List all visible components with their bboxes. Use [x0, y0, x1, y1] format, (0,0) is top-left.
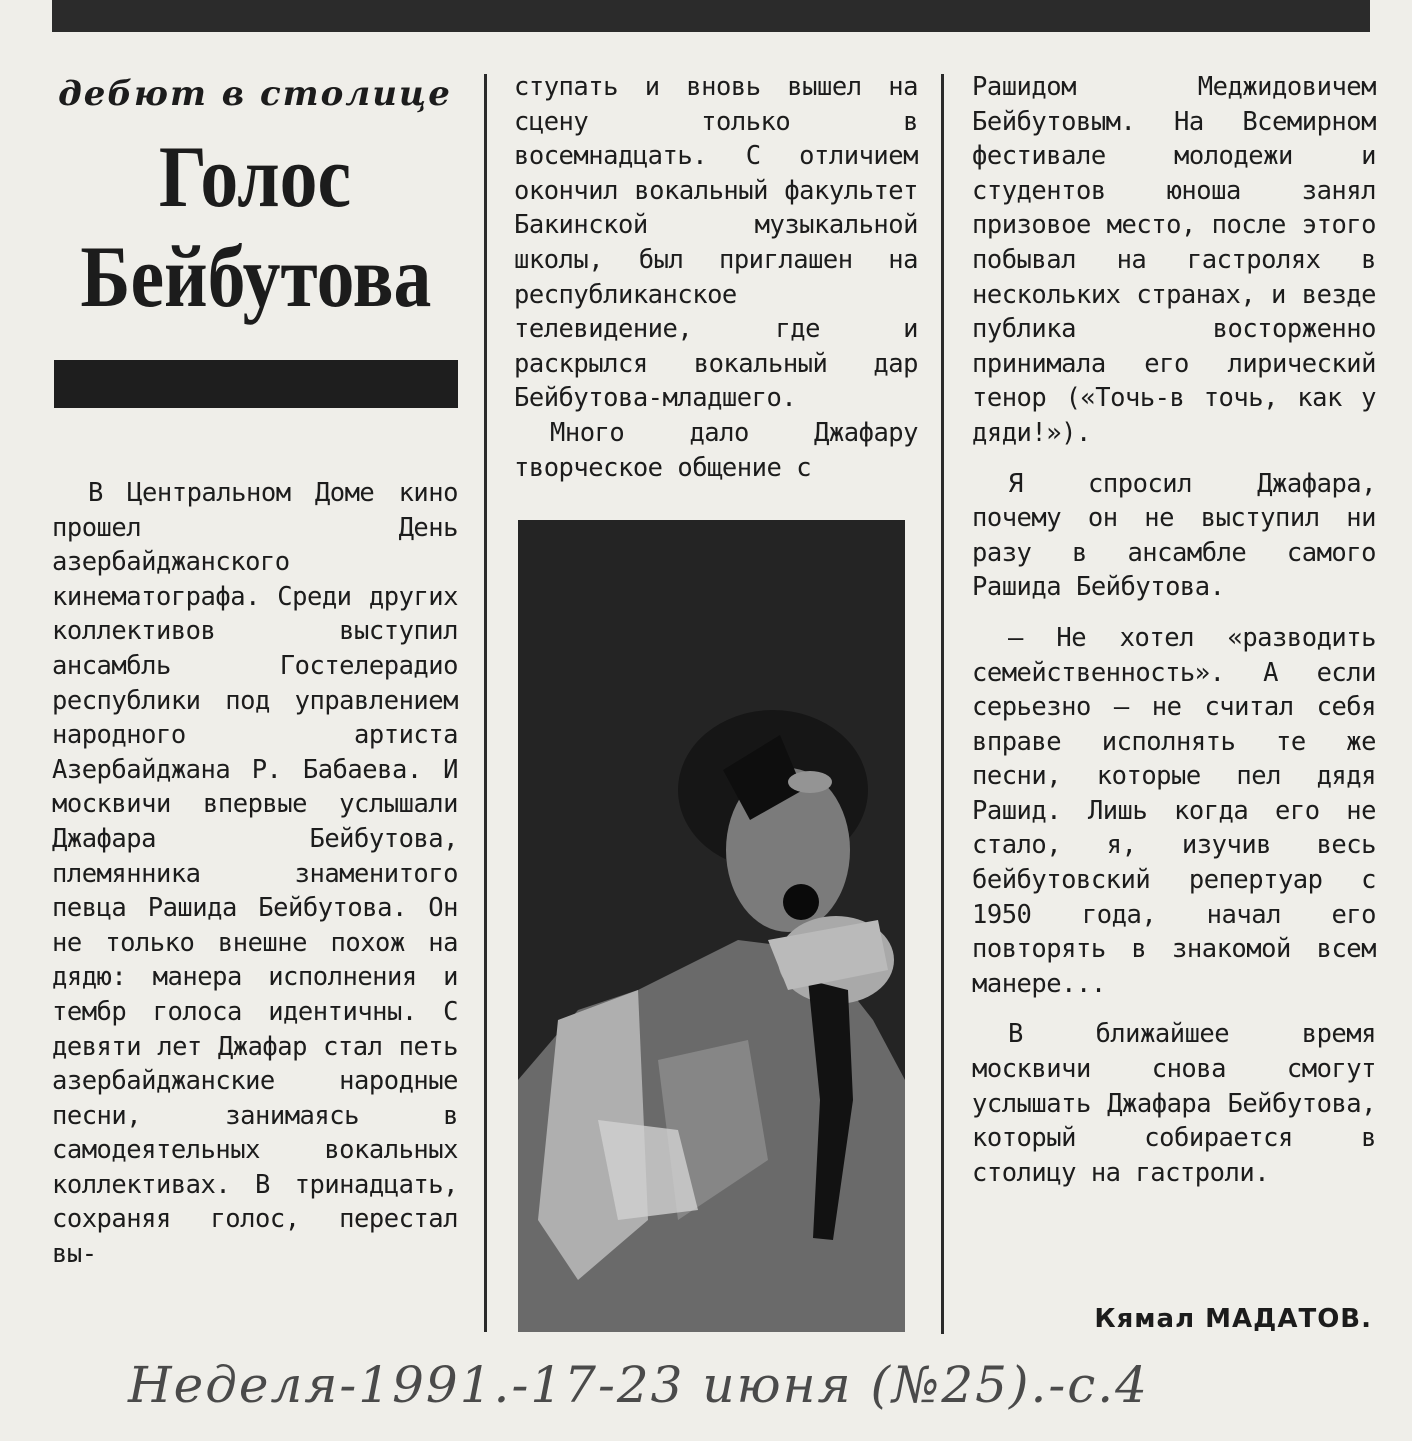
- column-left: [52, 70, 458, 1272]
- article-text-col2: [514, 70, 918, 485]
- headline-line-2: Бейбутова: [80, 229, 432, 326]
- paragraph: В Центральном Доме кино прошел День азербайджанского кинематографа. Среди других коллективов выступил ансамбль Гостелерадио республики под управлением народного артиста Азербайджана Р. Бабаева. И москвичи впервые услышали Джафара Бейбутова, племянника знаменитого певца Рашида Бейбутова. Он не только внешне похож на дядю: манера исполнения и тембр голоса идентичны. С девяти лет Джафар стал петь азербайджанские народные песни, занимаясь в самодеятельных вокальных коллективах. В тринадцать, сохраняя голос, перестал вы-: [52, 478, 458, 1270]
- column-middle: [514, 70, 918, 485]
- kicker: дебют в столице: [58, 74, 452, 114]
- column-right: [972, 70, 1376, 1190]
- article-text-col1: [52, 476, 458, 1272]
- article-text-col3: [972, 70, 1376, 1190]
- handwritten-source-note: Неделя-1991.-17-23 июня (№25).-с.4: [128, 1356, 1149, 1414]
- paragraph: — Не хотел «разводить семейственность». А если серьезно — не считал себя вправе исполнять те же песни, которые пел дядя Рашид. Лишь когда его не стало, я, изучив весь бейбутовский репертуар с 1950 года, начал его повторять в знакомой всем манере...: [972, 622, 1376, 999]
- paragraph: В ближайшее время москвичи снова смогут услышать Джафара Бейбутова, который собирается в столицу на гастроли.: [972, 1019, 1376, 1188]
- column-rule-left: [484, 74, 487, 1332]
- paragraph: ступать и вновь вышел на сцену только в восемнадцать. С отличием окончил вокальный факультет Бакинской музыкальной школы, был приглашен на республиканское телевидение, где и раскрылся вокальный дар Бейбутова-младшего.: [514, 72, 918, 414]
- singer-photo-image: [518, 520, 905, 1332]
- paragraph: Рашидом Меджидовичем Бейбутовым. На Всемирном фестивале молодежи и студентов юноша занял призовое место, после этого побывал на гастролях в нескольких странах, и везде публика восторженно принимала его лирический тенор («Точь-в точь, как у дяди!»).: [972, 72, 1376, 448]
- paragraph: Много дало Джафару творческое общение с: [514, 417, 918, 483]
- column-rule-right: [941, 74, 944, 1334]
- author-signature: Кямал МАДАТОВ.: [1094, 1304, 1372, 1334]
- paragraph: Я спросил Джафара, почему он не выступил ни разу в ансамбле самого Рашида Бейбутова.: [972, 468, 1376, 603]
- headline: [80, 128, 432, 328]
- singer-photo: [518, 520, 905, 1332]
- headline-line-1: Голос: [158, 129, 352, 226]
- decorative-black-bar: [54, 360, 458, 408]
- top-border-bar: [52, 0, 1370, 32]
